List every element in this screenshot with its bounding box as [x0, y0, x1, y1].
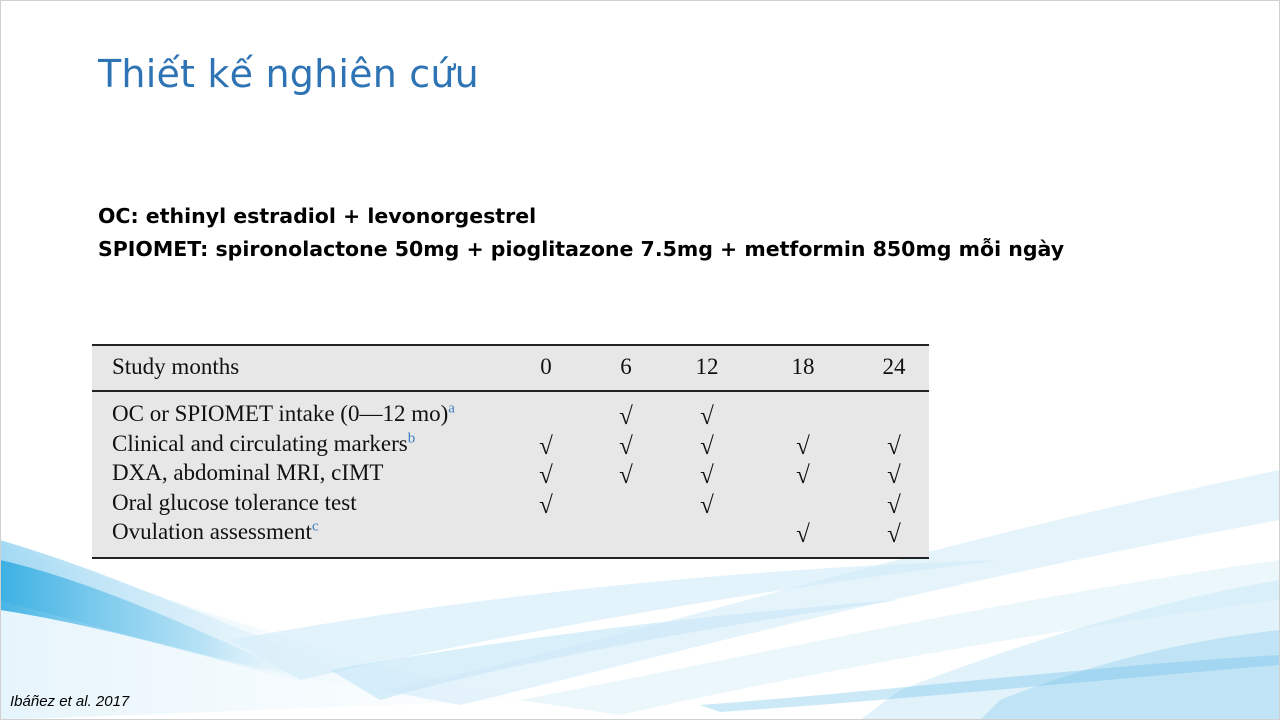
header-month: 6: [620, 354, 632, 379]
check-mark: √: [700, 462, 714, 489]
header-month: 12: [695, 354, 719, 379]
slide-title: Thiết kế nghiên cứu: [98, 52, 479, 96]
row-label-text: OC or SPIOMET intake (0—12 mo): [112, 401, 449, 426]
row-label-text: Oral glucose tolerance test: [112, 489, 357, 515]
check-mark: √: [539, 432, 553, 460]
check-mark: √: [619, 462, 633, 489]
check-mark: √: [619, 403, 633, 430]
row-label: [112, 460, 384, 486]
check-mark: √: [700, 432, 714, 460]
header-label: Study months: [112, 354, 240, 379]
check-mark: √: [887, 521, 901, 548]
header-month: 0: [540, 354, 552, 379]
check-mark: √: [887, 432, 901, 460]
row-label-text: DXA, abdominal MRI, cIMT: [112, 460, 384, 485]
check-mark: √: [700, 491, 714, 519]
row-label-text: Ovulation assessment: [112, 519, 312, 544]
row-label: [112, 490, 357, 516]
check-mark: √: [796, 432, 810, 460]
check-mark: √: [796, 462, 810, 489]
footnote-marker: b: [407, 429, 416, 446]
check-mark: √: [887, 462, 901, 489]
table-header: [92, 346, 929, 392]
footnote-marker: a: [448, 400, 455, 417]
regimen-description: [98, 200, 1064, 266]
check-mark: √: [539, 462, 553, 489]
row-label: [112, 401, 455, 427]
row-label: [112, 431, 415, 457]
check-mark: √: [619, 432, 633, 460]
check-mark: √: [700, 403, 714, 430]
header-month: 18: [791, 354, 815, 379]
regimen-line-oc: OC: ethinyl estradiol + levonorgestrel: [98, 204, 537, 228]
study-schedule-table: [92, 344, 929, 559]
regimen-line-spiomet: SPIOMET: spironolactone 50mg + pioglitazone 7.5mg + metformin 850mg mỗi ngày: [98, 237, 1065, 261]
citation: Ibáñez et al. 2017: [10, 693, 130, 710]
check-mark: √: [796, 521, 810, 548]
footnote-marker: c: [311, 518, 319, 535]
check-mark: √: [539, 491, 553, 519]
row-label-text: Clinical and circulating markers: [112, 430, 408, 456]
check-mark: √: [887, 491, 901, 519]
header-month: 24: [882, 354, 906, 379]
row-label: [112, 519, 319, 545]
